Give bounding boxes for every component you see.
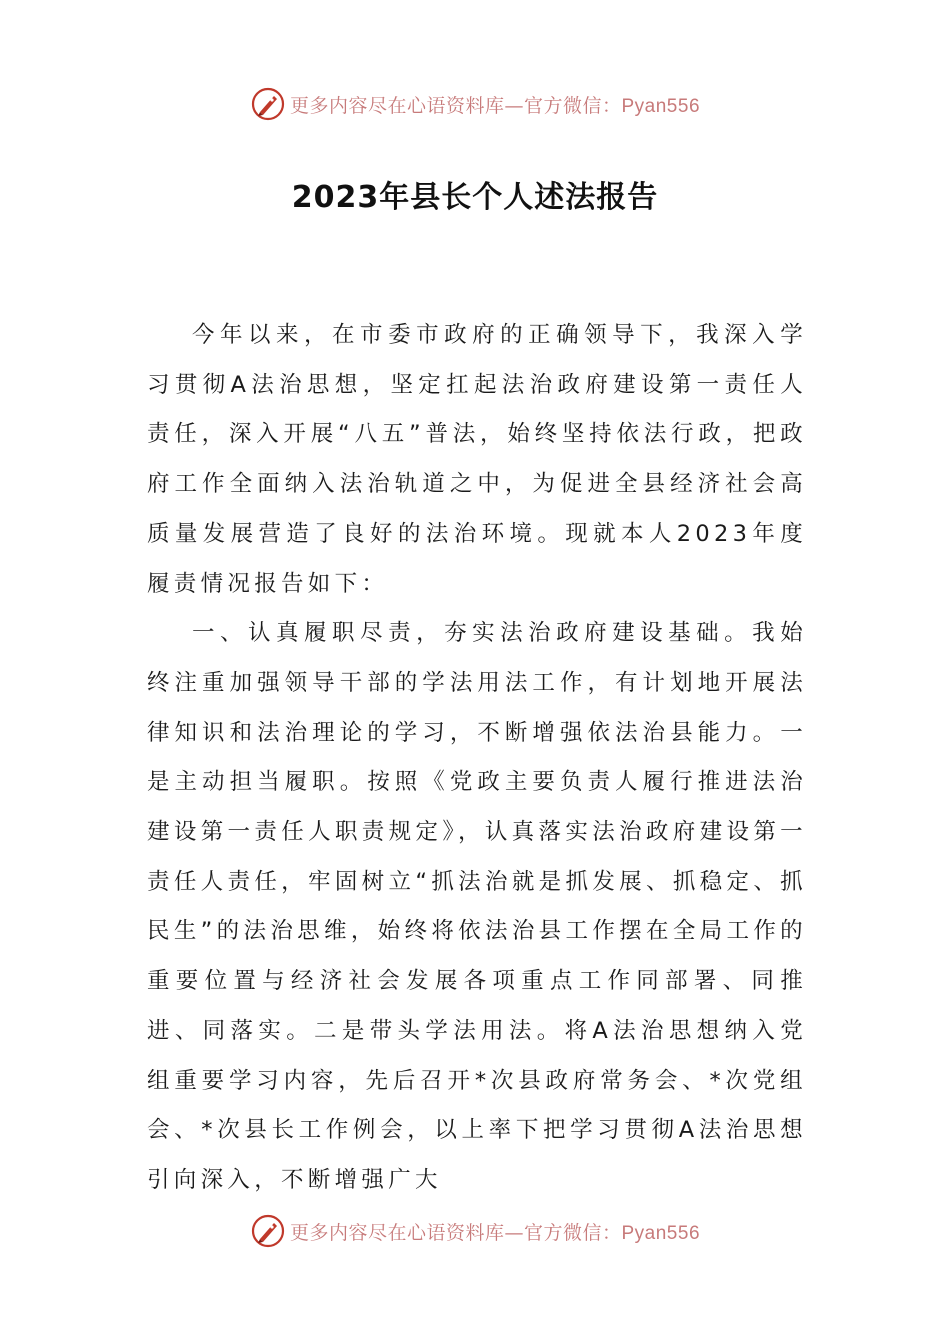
pen-nib-logo-icon [250, 1213, 286, 1249]
paragraph-intro: 今年以来，在市委市政府的正确领导下，我深入学习贯彻A法治思想，坚定扛起法治政府建设第一责任人责任，深入开展“八五”普法，始终坚持依法行政，把政府工作全面纳入法治轨道之中，为促进全县经济社会高质量发展营造了良好的法治环境。现就本人2023年度履责情况报告如下： [147, 322, 807, 597]
header-watermark [0, 84, 950, 124]
footer-watermark [0, 1211, 950, 1251]
watermark-wechat-id: Pyan556 [621, 95, 701, 117]
watermark-text [290, 1218, 700, 1245]
watermark-text-cn: 更多内容尽在心语资料库—官方微信： [289, 1221, 622, 1244]
pen-nib-logo-icon [250, 86, 286, 122]
paragraph-section-one: 一、认真履职尽责，夯实法治政府建设基础。我始终注重加强领导干部的学法用法工作，有计划地开展法律知识和法治理论的学习，不断增强依法治县能力。一是主动担当履职。按照《党政主要负责人履行推进法治建设第一责任人职责规定》，认真落实法治政府建设第一责任人责任，牢固树立“抓法治就是抓发展、抓稳定、抓民生”的法治思维，始终将依法治县工作摆在全局工作的重要位置与经济社会发展各项重点工作同部署、同推进、同落实。二是带头学法用法。将A法治思想纳入党组重要学习内容，先后召开*次县政府常务会、*次党组会、*次县长工作例会，以上率下把学习贯彻A法治思想引向深入，不断增强广大 [147, 620, 807, 1193]
document-title: 2023年县长个人述法报告 [291, 180, 659, 215]
document-body [147, 311, 807, 1206]
watermark-text [290, 91, 700, 118]
watermark-text-cn: 更多内容尽在心语资料库—官方微信： [289, 94, 622, 117]
watermark-wechat-id: Pyan556 [621, 1222, 701, 1244]
